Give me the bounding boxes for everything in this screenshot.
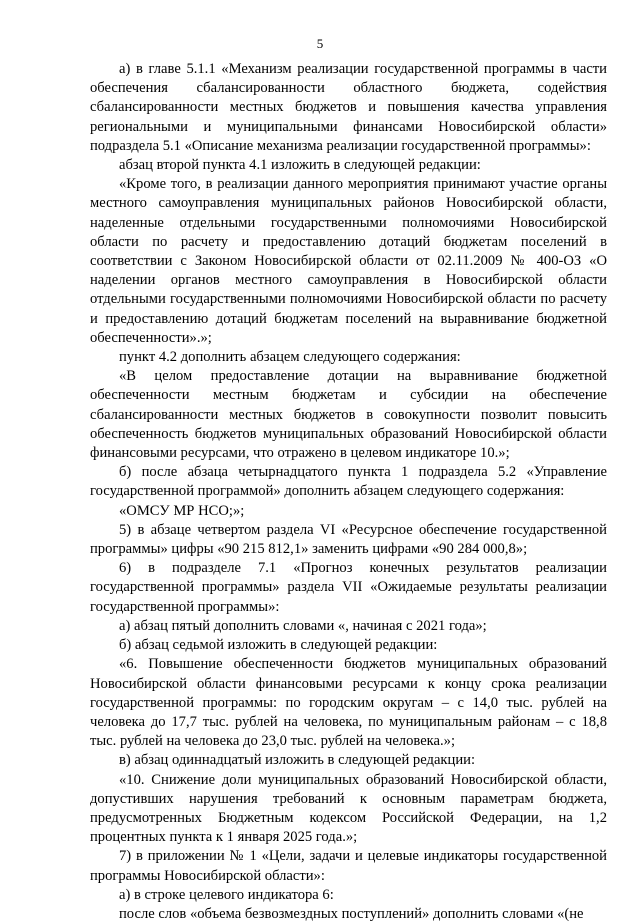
paragraph: пункт 4.2 дополнить абзацем следующего содержания: [119,349,461,366]
paragraph: 6) в подразделе 7.1 «Прогноз конечных результатов реализации государственной программы» раздела VII «Ожидаемые результаты реализации государственной программы»: [90,560,607,615]
paragraph: «В целом предоставление дотации на выравнивание бюджетной обеспеченности местным бюджетам и субсидии на обеспечение сбалансированности местных бюджетов в совокупности позволит повысить обеспеченность бюджетов муниципальных образований Новосибирской области финансовыми ресурсами, что отражено в целевом индикаторе 10.»; [90,368,607,462]
paragraph: абзац второй пункта 4.1 изложить в следующей редакции: [119,157,481,174]
paragraph: «ОМСУ МР НСО;»; [119,502,245,519]
paragraph: «6. Повышение обеспеченности бюджетов муниципальных образований Новосибирской области финансовыми ресурсами к концу срока реализации государственной программы: по городским округам – с 14,0 тыс. рублей на человека до 17,7 тыс. рублей на человека, по муниципальным районам – с 18,8 тыс. рублей на человека до 23,0 тыс. рублей на человека.»; [90,656,607,750]
document-body [90,60,607,924]
paragraph: б) после абзаца четырнадцатого пункта 1 подраздела 5.2 «Управление государственной программой» дополнить абзацем следующего содержания: [90,464,607,500]
paragraph: а) абзац пятый дополнить словами «, начиная с 2021 года»; [119,617,487,634]
page-number: 5 [316,36,324,51]
paragraph: 5) в абзаце четвертом раздела VI «Ресурсное обеспечение государственной программы» цифры «90 215 812,1» заменить цифрами «90 284 000,8»; [90,521,607,558]
paragraph: а) в строке целевого индикатора 6: [119,886,334,903]
paragraph: после слов «объема безвозмездных поступлений» дополнить словами «(не [119,905,584,922]
paragraph: а) в главе 5.1.1 «Механизм реализации государственной программы в части обеспечения сбалансированности областного бюджета, содействия сбалансированности местных бюджетов и повышения качества управления региональными и муниципальными финансами Новосибирской области» подраздела 5.1 «Описание механизма реализации государственной программы»: [90,61,607,154]
paragraph: «Кроме того, в реализации данного мероприятия принимают участие органы местного самоуправления муниципальных районов Новосибирской области, наделенные отдельными государственными полномочиями Новосибирской области по расчету и предоставлению дотаций бюджетам поселений в соответствии с Законом Новосибирской области от 02.11.2009 № 400-ОЗ «О наделении органов местного самоуправления в Новосибирской области отдельными государственными полномочиями Новосибирской области по расчету и предоставлению дотаций бюджетам поселений на выравнивание бюджетной обеспеченности».»; [90,176,607,346]
paragraph: «10. Снижение доли муниципальных образований Новосибирской области, допустивших нарушения требований к основным параметрам бюджета, предусмотренных Бюджетным кодексом Российской Федерации, на 1,2 процентных пункта к 1 января 2025 года.»; [90,771,607,846]
paragraph: 7) в приложении № 1 «Цели, задачи и целевые индикаторы государственной программы Новосибирской области»: [90,848,607,884]
paragraph: б) абзац седьмой изложить в следующей редакции: [119,637,438,654]
paragraph: в) абзац одиннадцатый изложить в следующей редакции: [119,752,475,769]
